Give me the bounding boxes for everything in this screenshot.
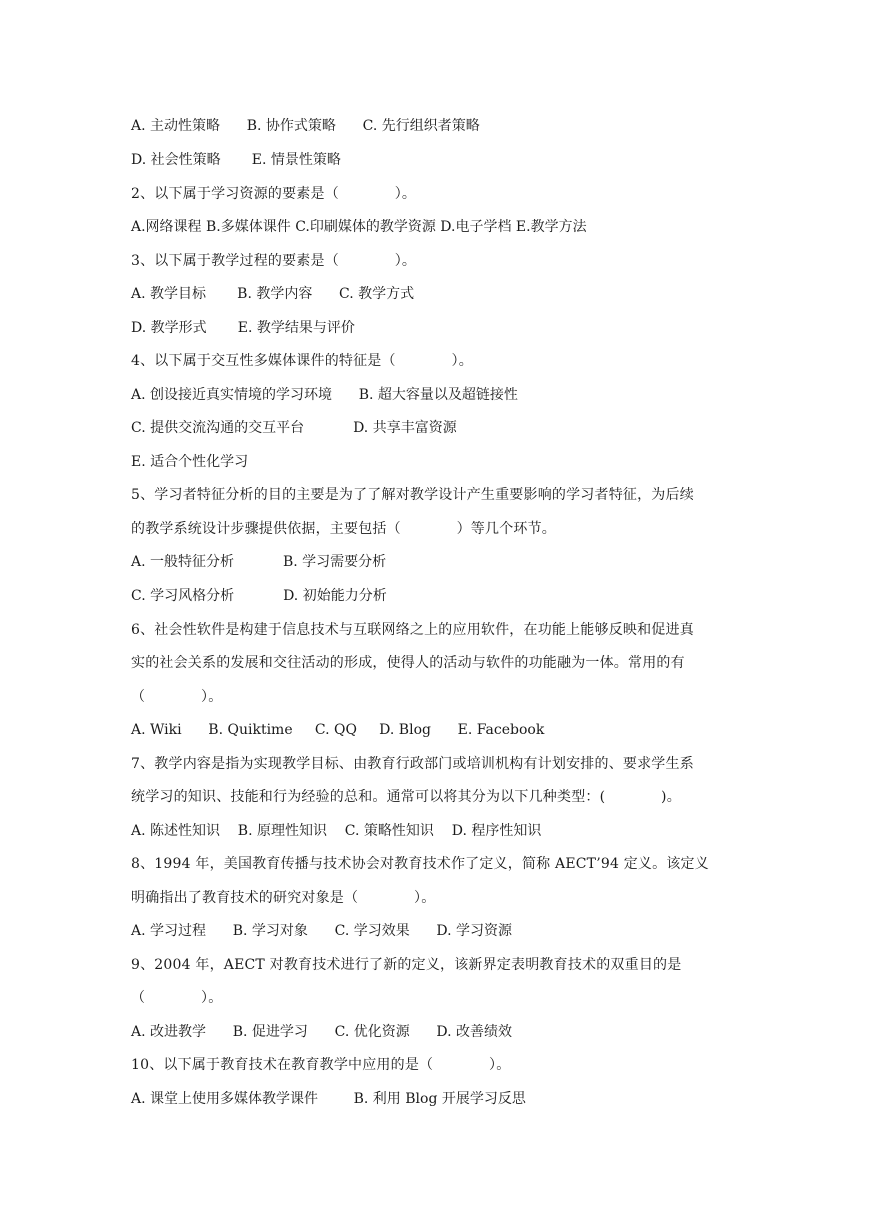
q8-stem-line1: 8、1994 年，美国教育传播与技术协会对教育技术作了定义，简称 AECT’94 定义。该定义 (131, 856, 709, 872)
q9-stem-line2: （ ）。 (131, 990, 223, 1006)
q8-stem-line2: 明确指出了教育技术的研究对象是（ ）。 (131, 890, 436, 906)
q4-stem: 4、以下属于交互性多媒体课件的特征是（ ）。 (131, 353, 473, 369)
q5-options-row2: C. 学习风格分析 D. 初始能力分析 (131, 588, 387, 604)
q1-options-row1: A. 主动性策略 B. 协作式策略 C. 先行组织者策略 (131, 118, 480, 134)
q5-stem-line1: 5、学习者特征分析的目的主要是为了了解对教学设计产生重要影响的学习者特征，为后续 (131, 487, 694, 503)
q1-options-row2: D. 社会性策略 E. 情景性策略 (131, 152, 341, 168)
q6-stem-line2: 实的社会关系的发展和交往活动的形成，使得人的活动与软件的功能融为一体。常用的有 (131, 655, 685, 671)
q6-options: A. Wiki B. Quiktime C. QQ D. Blog E. Facebook (131, 722, 545, 738)
q9-options: A. 改进教学 B. 促进学习 C. 优化资源 D. 改善绩效 (131, 1024, 513, 1040)
q3-options-row1: A. 教学目标 B. 教学内容 C. 教学方式 (131, 286, 415, 302)
q9-stem-line1: 9、2004 年，AECT 对教育技术进行了新的定义，该新界定表明教育技术的双重目的是 (131, 957, 682, 973)
q3-options-row2: D. 教学形式 E. 教学结果与评价 (131, 320, 355, 336)
q10-options: A. 课堂上使用多媒体教学课件 B. 利用 Blog 开展学习反思 (131, 1091, 526, 1107)
q4-options-row1: A. 创设接近真实情境的学习环境 B. 超大容量以及超链接性 (131, 387, 518, 403)
q7-stem-line2: 统学习的知识、技能和行为经验的总和。通常可以将其分为以下几种类型：( )。 (131, 789, 681, 805)
q5-stem-line2: 的教学系统设计步骤提供依据，主要包括（ ）等几个环节。 (131, 521, 557, 537)
q2-stem: 2、以下属于学习资源的要素是（ ）。 (131, 186, 417, 202)
q5-options-row1: A. 一般特征分析 B. 学习需要分析 (131, 554, 387, 570)
q10-stem: 10、以下属于教育技术在教育教学中应用的是（ ）。 (131, 1057, 511, 1073)
q4-options-row3: E. 适合个性化学习 (131, 454, 249, 470)
q7-options: A. 陈述性知识 B. 原理性知识 C. 策略性知识 D. 程序性知识 (131, 823, 542, 839)
q6-stem-line3: （ ）。 (131, 689, 223, 705)
q4-options-row2: C. 提供交流沟通的交互平台 D. 共享丰富资源 (131, 420, 457, 436)
q6-stem-line1: 6、社会性软件是构建于信息技术与互联网络之上的应用软件，在功能上能够反映和促进真 (131, 622, 694, 638)
q8-options: A. 学习过程 B. 学习对象 C. 学习效果 D. 学习资源 (131, 923, 513, 939)
q7-stem-line1: 7、教学内容是指为实现教学目标、由教育行政部门或培训机构有计划安排的、要求学生系 (131, 756, 694, 772)
q3-stem: 3、以下属于教学过程的要素是（ ）。 (131, 253, 417, 269)
q2-options: A.网络课程 B.多媒体课件 C.印刷媒体的教学资源 D.电子学档 E.教学方法 (131, 219, 587, 235)
